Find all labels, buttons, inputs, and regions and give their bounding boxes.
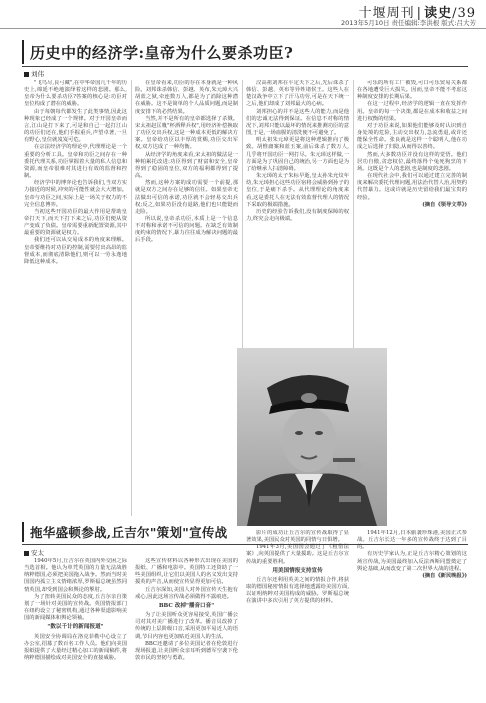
article1-column-1	[24, 80, 127, 516]
paragraph: 可乐的所有工厂被毁,可口可乐贸易关系都在各地遭受巨大损失。因而,皇帝不能不考虑这种制度安排的长期后果。	[357, 80, 467, 101]
article2-column-3	[246, 530, 349, 698]
header-divider	[0, 28, 486, 29]
portrait-photo	[237, 348, 387, 526]
paragraph: 汉高祖刘邦在平定天下之后,先后诛杀了韩信、彭越、英布等异姓诸侯王。这些人在楚汉战争中立下了汗马功劳,可是在天下统一之后,他们却成了刘邦最大的心病。	[246, 80, 349, 108]
dateline: 2013年5月10日 责任编辑:李洪根 版式:吕大芳	[341, 19, 476, 27]
byline-square-icon	[24, 551, 29, 556]
paragraph: 所以说,皇帝杀功臣,本质上是一个信息不对称和承诺不可信的问题。在缺乏有效制度约束的情况下,暴力往往成为解决问题的最后手段。	[135, 215, 238, 244]
paragraph: 有历史学家认为,正是丘吉尔精心策划的这场宣传战,为美国最终加入反法西斯同盟奠定了舆论基础,从而改变了第二次世界大战的进程。	[357, 551, 467, 572]
paragraph: 1940年5月,丘吉尔在英国内外交困之际当选首相。他认为单凭英国的力量无法战胜纳粹德国,必须把美国拖入战争。然而当时美国国内孤立主义情绪浓厚,罗斯福总统虽然同情英国,却受到国会和舆论的掣肘。	[24, 558, 127, 593]
paragraph: 当初这些开国功臣的最大作用是帮助皇帝打天下,而天下打下来之后,功臣们便从资产变成了负债。皇帝需要重新配置资源,其中最重要的资源就是权力。	[24, 208, 127, 237]
byline-square-icon	[24, 72, 29, 77]
article1-column-2	[135, 80, 238, 516]
masthead: 十堰周刊 | 读史/39	[358, 6, 476, 21]
paragraph: 1941年3月,美国国会通过了《租借法案》,向英国提供了大量援助。这是丘吉尔宣传战的重要胜利。	[246, 544, 349, 565]
article2-column-2	[135, 558, 238, 698]
paragraph: 然而,这种方案的成功需要一个前提,那就是双方之间存在足够的信任。如果皇帝无法做出可信的承诺,功臣就不会轻易交出兵权;反之,如果功臣没有退路,他们也只能铤而走险。	[135, 180, 238, 215]
article2-byline	[24, 548, 44, 557]
paragraph: 由于每朝每代都发生了此类事情,因此这种现象已经成了一个规律。对于开国皇帝而言,江山是打下来了,可是和自己一起打江山的功臣们还在,他们手握重兵,声望卓著,一旦有野心,皇位就岌岌可危。	[24, 108, 127, 144]
article2-subhead-2: BBC 改掉"播音口音"	[158, 602, 215, 609]
page-number: /39	[452, 6, 476, 21]
article1-title: 历史中的经济学:皇帝为什么要杀功臣?	[30, 44, 294, 62]
paragraph: 这些宣传材料以各种形式出现在美国的报纸、广播和电影中。英国特工还资助了一些美国组织,让它们以美国人的名义发出支持援英的声音,从而使宣传显得更加可信。	[135, 558, 238, 586]
paragraph: 在皇帝看来,功臣的存在本身就是一种风险。刘邦诛杀韩信、彭越、英布,朱元璋大兴胡蓝之狱,牵连数万人,都是为了消除这种潜在威胁。这不是简单的个人品质问题,而是制度安排下的必然结果。	[135, 80, 238, 115]
paragraph: BBC还邀请了多位美国记者在伦敦进行现场报道,让美国听众亲耳听到德军空袭下伦敦市民的坚韧与勇敢。	[135, 640, 238, 662]
paragraph: 丘吉尔深知,美国人对外国宣传天生抱有戒心,因此这场宣传战必须做得不露痕迹。	[135, 586, 238, 600]
article2-author: 安太	[31, 549, 44, 557]
paragraph: 然而,大多数功臣并没有这样的觉悟。他们居功自傲,贪恋权位,最终落得个兔死狗烹的下场。这既是个人的悲剧,也是制度的悲剧。	[357, 151, 467, 172]
paragraph: 刘邦担心的并不是这些人的能力,而是他们的忠诚无法得到保证。在信息不对称的情况下,刘邦只能以最坏的情况来推测功臣的意图,于是,一场血腥的清洗便不可避免了。	[246, 108, 349, 137]
paragraph: 朱元璋的太子朱标早逝,皇太孙朱允炆年幼,朱元璋担心这些功臣宿将会威胁到孙子的皇位,于是痛下杀手。从代理理论的角度来看,这是委托人在无法有效监督代理人的情况下采取的极端措施。	[246, 173, 349, 208]
paragraph: 为了扭转美国民众的态度,丘吉尔亲自策划了一场针对美国的宣传战。英国情报部门在纽约设立了秘密机构,通过各种渠道影响美国的新闻媒体和舆论领袖。	[24, 593, 127, 622]
paragraph: 当然,并不是所有的皇帝都选择了杀戮。宋太祖赵匡胤"杯酒释兵权",用经济补偿换取了功臣交出兵权,这是一种成本更低的解决方案。皇帝给功臣以丰厚的赏赐,功臣交出军权,双方达成了一种均衡。	[135, 115, 238, 151]
paragraph: 明太祖朱元璋更是将这种逻辑推向了极致。胡惟庸案和蓝玉案,前后诛杀了数万人,几乎将开国功臣一网打尽。朱元璋这样做,一方面是为了巩固自己的统治,另一方面也是为了给继承人扫清障碍。	[246, 137, 349, 172]
paragraph: 从经济学的角度来看,宋太祖的做法是一种帕累托改进:功臣得到了财富和安全,皇帝得到了稳固的皇位,双方的福利都得到了提高。	[135, 151, 238, 180]
article1-byline	[24, 69, 44, 78]
article2-source: (摘自《新民晚报》)	[422, 572, 467, 579]
article2-subhead-3: 用美国情报支持宣传	[272, 567, 323, 574]
paragraph: "飞鸟尽,良弓藏",在中华帝国几千年的历史上,绵延不绝地演绎着这样的悲剧。那么,皇帝为什么要杀功臣?答案的核心是:功臣对皇位构成了潜在的威胁。	[24, 80, 127, 108]
article2-column-1	[24, 558, 127, 698]
paragraph: 在现代社会中,我们可以通过建立完善的制度来解决委托代理问题,用法治代替人治,用契约代替暴力。这或许就是历史留给我们最宝贵的经验。	[357, 173, 467, 201]
paragraph: 影片的成功让丘吉尔的宣传战取得了显著效果,美国民众对英国的同情与日俱增。	[246, 530, 349, 544]
paragraph: 英国安全协调局在洛克菲勒中心设立了办公室,招募了数百名工作人员。他们向美国报纸提供了大量经过精心加工的新闻稿件,将纳粹德国描绘成对美国安全的直接威胁。	[24, 633, 127, 662]
paragraph: 1941年12月,日本偷袭珍珠港,美国正式参战。丘吉尔长达一年多的宣传战终于达到了目的。	[357, 530, 467, 551]
paragraph: 历史的经验告诉我们,没有制度保障的权力,终究会走向极端。	[246, 208, 349, 222]
column-divider	[131, 80, 132, 516]
article1-author: 刘伟	[31, 70, 44, 78]
article2-subhead-1: "数以千计的新闻报道"	[47, 624, 104, 631]
article1-title-block	[22, 40, 468, 64]
page-header	[0, 0, 486, 30]
brand-name: 十堰周刊	[358, 6, 415, 21]
paragraph: 经济学中的博弈论也告诉我们,当双方实力接近的时候,冲突的可能性就会大大增加。皇帝与功臣之间,实际上是一场关于权力的不完全信息博弈。	[24, 180, 127, 208]
section-name: 读史	[424, 6, 453, 21]
article2-title: 拖华盛顿参战,丘吉尔"策划"宣传战	[30, 525, 228, 540]
article2-column-4	[357, 530, 467, 698]
article1-title-rule	[22, 66, 468, 67]
paragraph: 对于功臣来说,如果他们能够及时认识到自身处境的危险,主动交出权力,急流勇退,或许还能保全性命。张良就是这样一个聪明人,他在功成之后选择了归隐,从而得以善终。	[357, 122, 467, 151]
article1-source: (摘自《领导文萃》)	[422, 201, 467, 208]
paragraph: 我们还可以从交易成本的角度来理解。皇帝要维持对功臣的控制,需要付出高昂的监督成本,而彻底清除他们,则可以一劳永逸地降低这种成本。	[24, 237, 127, 265]
paragraph: 丘吉尔还利用英美之间的情报合作,将获取的德国秘密情报有选择地透露给美国方面,以证明纳粹对美国构成的威胁。罗斯福总统在演讲中多次引用了英方提供的材料。	[246, 576, 349, 605]
paragraph: 为了让美国听众更容易接受,英国广播公司对其对美广播进行了改革。播音员改掉了传统的上层阶级口音,采用更加平易近人的语调,节目内容也更加贴近美国人的生活。	[135, 612, 238, 640]
paragraph: 在宗法经济学的理论中,代理理论是一个重要的分析工具。皇帝和功臣之间存在一种委托代理关系,功臣掌握着大量的私人信息和资源,而皇帝很难对其进行有效的监督和控制。	[24, 144, 127, 180]
portrait-photo-icon	[237, 348, 387, 526]
paragraph: 在这一过程中,经济学的逻辑一直在发挥作用。皇帝的每一个决策,都是在成本和收益之间进行权衡的结果。	[357, 101, 467, 122]
